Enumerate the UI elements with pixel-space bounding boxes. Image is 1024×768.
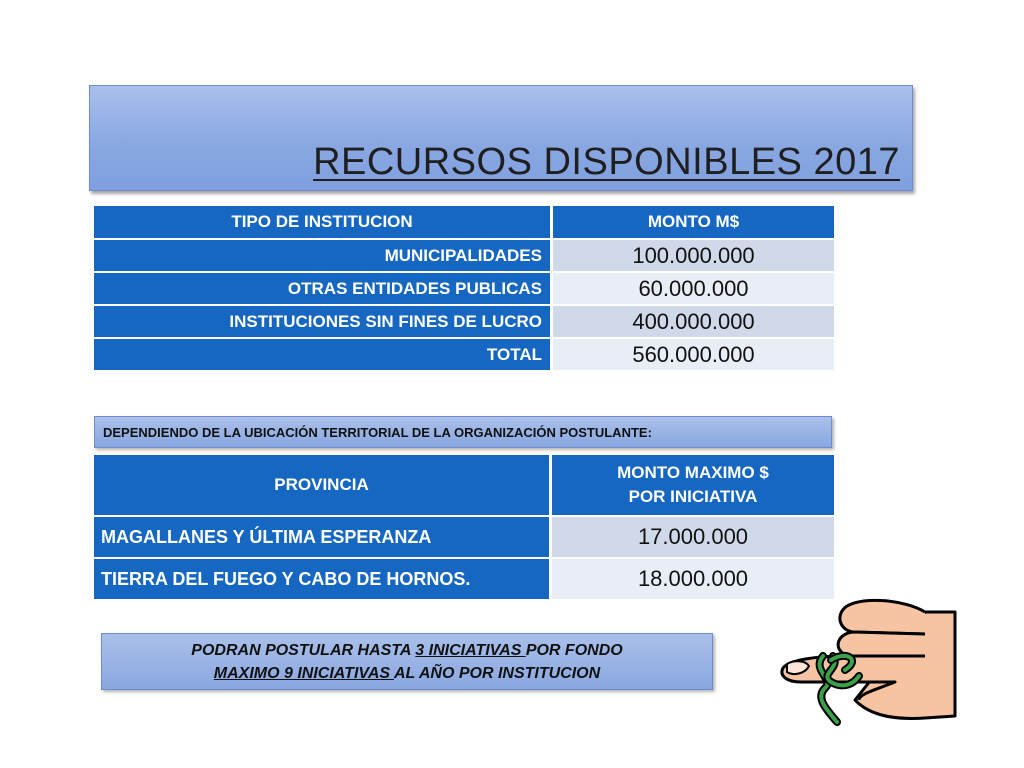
header-max-amount-line2: POR INICIATIVA <box>628 487 758 506</box>
reminder-string-finger-icon <box>775 590 960 730</box>
header-max-amount <box>552 455 834 517</box>
province-table <box>94 455 834 601</box>
province-label: MAGALLANES Y ÚLTIMA ESPERANZA <box>94 517 552 559</box>
limits-line-1-prefix: PODRAN POSTULAR HASTA <box>191 642 416 659</box>
row-value: 400.000.000 <box>553 306 834 339</box>
resources-table <box>94 206 834 372</box>
row-label: INSTITUCIONES SIN FINES DE LUCRO <box>94 306 553 339</box>
limits-note <box>101 633 713 690</box>
header-province: PROVINCIA <box>94 455 552 517</box>
row-label: OTRAS ENTIDADES PUBLICAS <box>94 273 553 306</box>
row-value: 60.000.000 <box>553 273 834 306</box>
table-header-row <box>94 455 834 517</box>
total-label: TOTAL <box>94 339 553 372</box>
limits-line-2-underlined: MAXIMO 9 INICIATIVAS <box>213 665 394 682</box>
title-banner <box>89 85 913 191</box>
limits-line-2 <box>102 662 712 685</box>
limits-line-1-suffix: POR FONDO <box>525 642 623 659</box>
province-label: TIERRA DEL FUEGO Y CABO DE HORNOS. <box>94 559 552 601</box>
total-value: 560.000.000 <box>553 339 834 372</box>
table-header-row <box>94 206 834 240</box>
table-row <box>94 273 834 306</box>
row-value: 100.000.000 <box>553 240 834 273</box>
table-row <box>94 306 834 339</box>
table-row <box>94 517 834 559</box>
limits-line-1-underlined: 3 INICIATIVAS <box>415 642 526 659</box>
header-amount: MONTO M$ <box>553 206 834 240</box>
header-institution-type: TIPO DE INSTITUCION <box>94 206 553 240</box>
table-row <box>94 240 834 273</box>
province-value: 17.000.000 <box>552 517 834 559</box>
territorial-note: DEPENDIENDO DE LA UBICACIÓN TERRITORIAL DE LA ORGANIZACIÓN POSTULANTE: <box>94 416 832 448</box>
row-label: MUNICIPALIDADES <box>94 240 553 273</box>
limits-line-2-suffix: AL AÑO POR INSTITUCION <box>393 665 601 682</box>
header-max-amount-line1: MONTO MAXIMO $ <box>617 463 769 482</box>
limits-line-1 <box>102 639 712 662</box>
province-value: 18.000.000 <box>552 559 834 601</box>
table-row-total <box>94 339 834 372</box>
table-row <box>94 559 834 601</box>
page-title: RECURSOS DISPONIBLES 2017 <box>313 141 900 183</box>
